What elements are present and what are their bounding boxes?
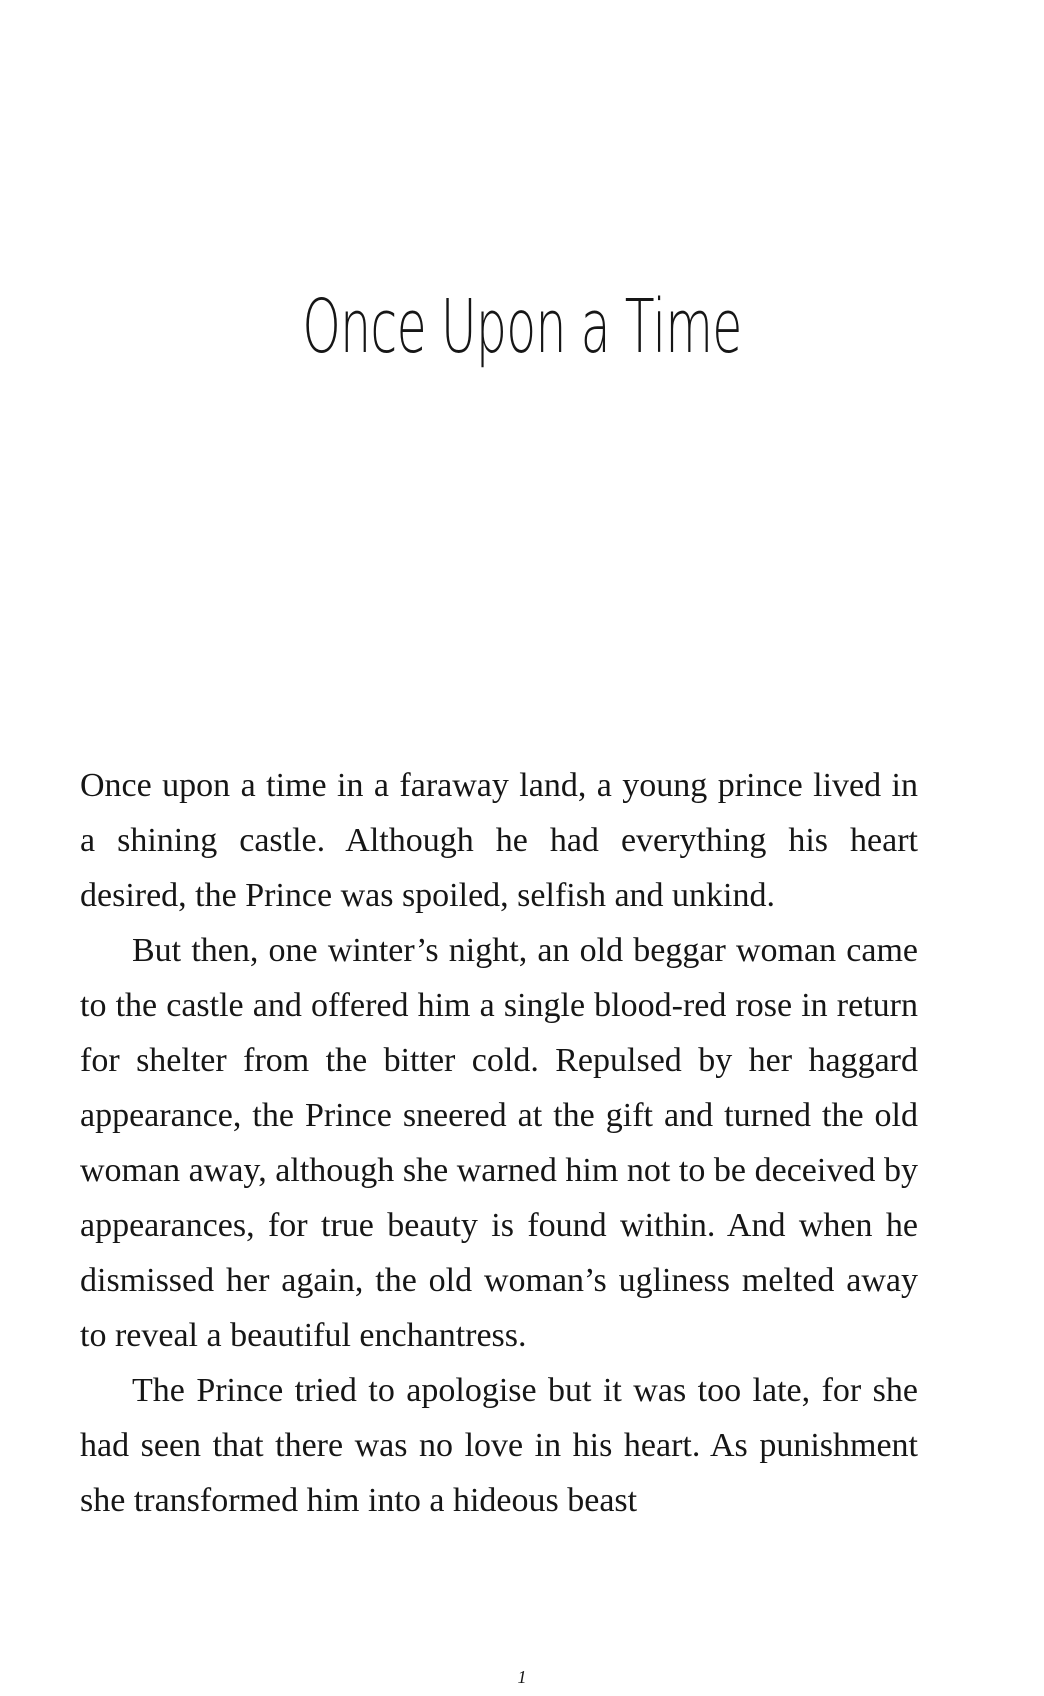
paragraph-3: The Prince tried to apologise but it was too late, for she had seen that there was no love in his heart. As punishment she transformed him into a hideous beast — [80, 1372, 918, 1519]
chapter-title: Once Upon a Time — [302, 284, 742, 370]
paragraph-2: But then, one winter’s night, an old beggar woman came to the castle and offered him a single blood-red rose in return for shelter from the bitter cold. Repulsed by her haggard appearance, the Prince sneered at the gift and turned the old woman away, although she warned him not to be deceived by appearances, for true beauty is found within. And when he dismissed her again, the old woman’s ugliness melted away to reveal a beautiful enchantress. — [80, 932, 918, 1354]
page-number: 1 — [517, 1667, 527, 1687]
body-text — [80, 758, 918, 1528]
paragraph-1: Once upon a time in a faraway land, a young prince lived in a shining castle. Although he had everything his heart desired, the Prince was spoiled, selfish and unkind. — [80, 767, 918, 914]
